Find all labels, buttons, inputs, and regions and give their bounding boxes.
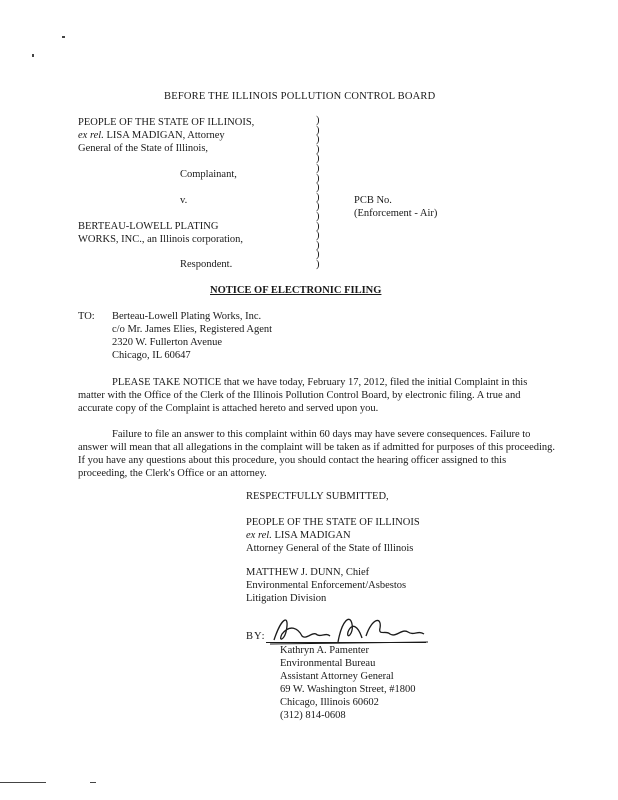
scan-speck [62, 36, 65, 38]
scan-speck [90, 782, 96, 783]
paren: ) [316, 239, 320, 251]
to-address-line: Chicago, IL 60647 [112, 350, 191, 361]
signer-line: Environmental Bureau [280, 658, 376, 669]
signer-line: 69 W. Washington Street, #1800 [280, 684, 416, 695]
defendant-line-2: WORKS, INC., an Illinois corporation, [78, 234, 244, 245]
notice-paragraph-1: PLEASE TAKE NOTICE that we have today, February 17, 2012, filed the initial Complaint in this matter with the Office of the Clerk of the Illinois Pollution Control Board, by electronic filing. A true and accurate copy of the Complaint is attached hereto and served upon you. [78, 377, 528, 414]
ex-rel-italic: ex rel. [78, 130, 104, 141]
scan-speck [32, 54, 34, 57]
paren: ) [316, 249, 320, 261]
defendant-line-1: BERTEAU-LOWELL PLATING [78, 221, 219, 232]
plaintiff-line-2-rest: LISA MADIGAN, Attorney [103, 130, 225, 141]
respectfully-submitted: RESPECTFULLY SUBMITTED, [246, 491, 389, 502]
people-line-1: PEOPLE OF THE STATE OF ILLINOIS [246, 517, 420, 528]
plaintiff-line-2 [78, 129, 225, 142]
versus-label: v. [180, 195, 188, 206]
scan-speck [0, 782, 46, 783]
paren: ) [316, 143, 320, 155]
ex-rel-italic: ex rel. [246, 530, 272, 541]
people-line-2-rest: LISA MADIGAN [271, 530, 351, 541]
paren: ) [316, 153, 320, 165]
chief-line-3: Litigation Division [246, 593, 327, 604]
pcb-number: PCB No. [354, 195, 392, 206]
paren: ) [316, 172, 320, 184]
paren: ) [316, 220, 320, 232]
signer-line: Kathryn A. Pamenter [280, 645, 369, 656]
caption-parentheses [316, 116, 324, 270]
paren: ) [316, 191, 320, 203]
people-line-3: Attorney General of the State of Illinois [246, 543, 414, 554]
chief-line-2: Environmental Enforcement/Asbestos [246, 580, 407, 591]
notice-title: NOTICE OF ELECTRONIC FILING [210, 285, 382, 296]
signer-line: Chicago, Illinois 60602 [280, 697, 379, 708]
plaintiff-line-1: PEOPLE OF THE STATE OF ILLINOIS, [78, 117, 255, 128]
paren: ) [316, 124, 320, 136]
to-address-line: c/o Mr. James Elies, Registered Agent [112, 324, 273, 335]
paren: ) [316, 162, 320, 174]
signer-line: (312) 814-0608 [280, 710, 346, 721]
paren: ) [316, 134, 320, 146]
chief-line-1: MATTHEW J. DUNN, Chief [246, 567, 370, 578]
signer-line: Assistant Attorney General [280, 671, 394, 682]
respondent-label: Respondent. [180, 259, 233, 270]
paren: ) [316, 182, 320, 194]
court-header: BEFORE THE ILLINOIS POLLUTION CONTROL BOARD [164, 91, 436, 102]
enforcement-type: (Enforcement - Air) [354, 208, 438, 219]
paren: ) [316, 258, 320, 270]
to-address-line: 2320 W. Fullerton Avenue [112, 337, 223, 348]
plaintiff-line-3: General of the State of Illinois, [78, 143, 209, 154]
complainant-label: Complainant, [180, 169, 237, 180]
notice-paragraph-2: Failure to file an answer to this complaint within 60 days may have severe consequences. Failure to answer will mean that all allegations in the complaint will be taken as if admitted for purposes of this proceeding. If you have any questions about this procedure, you should contact the hearing officer assigned to this proceeding, the Clerk's Office or an attorney. [78, 429, 556, 479]
paren: ) [316, 210, 320, 222]
signature-line [266, 642, 426, 643]
people-line-2 [246, 529, 351, 542]
paren: ) [316, 201, 320, 213]
paren: ) [316, 230, 320, 242]
to-label: TO: [78, 311, 95, 322]
paren: ) [316, 115, 320, 126]
to-address-line: Berteau-Lowell Plating Works, Inc. [112, 311, 262, 322]
by-label: BY: [246, 631, 266, 642]
